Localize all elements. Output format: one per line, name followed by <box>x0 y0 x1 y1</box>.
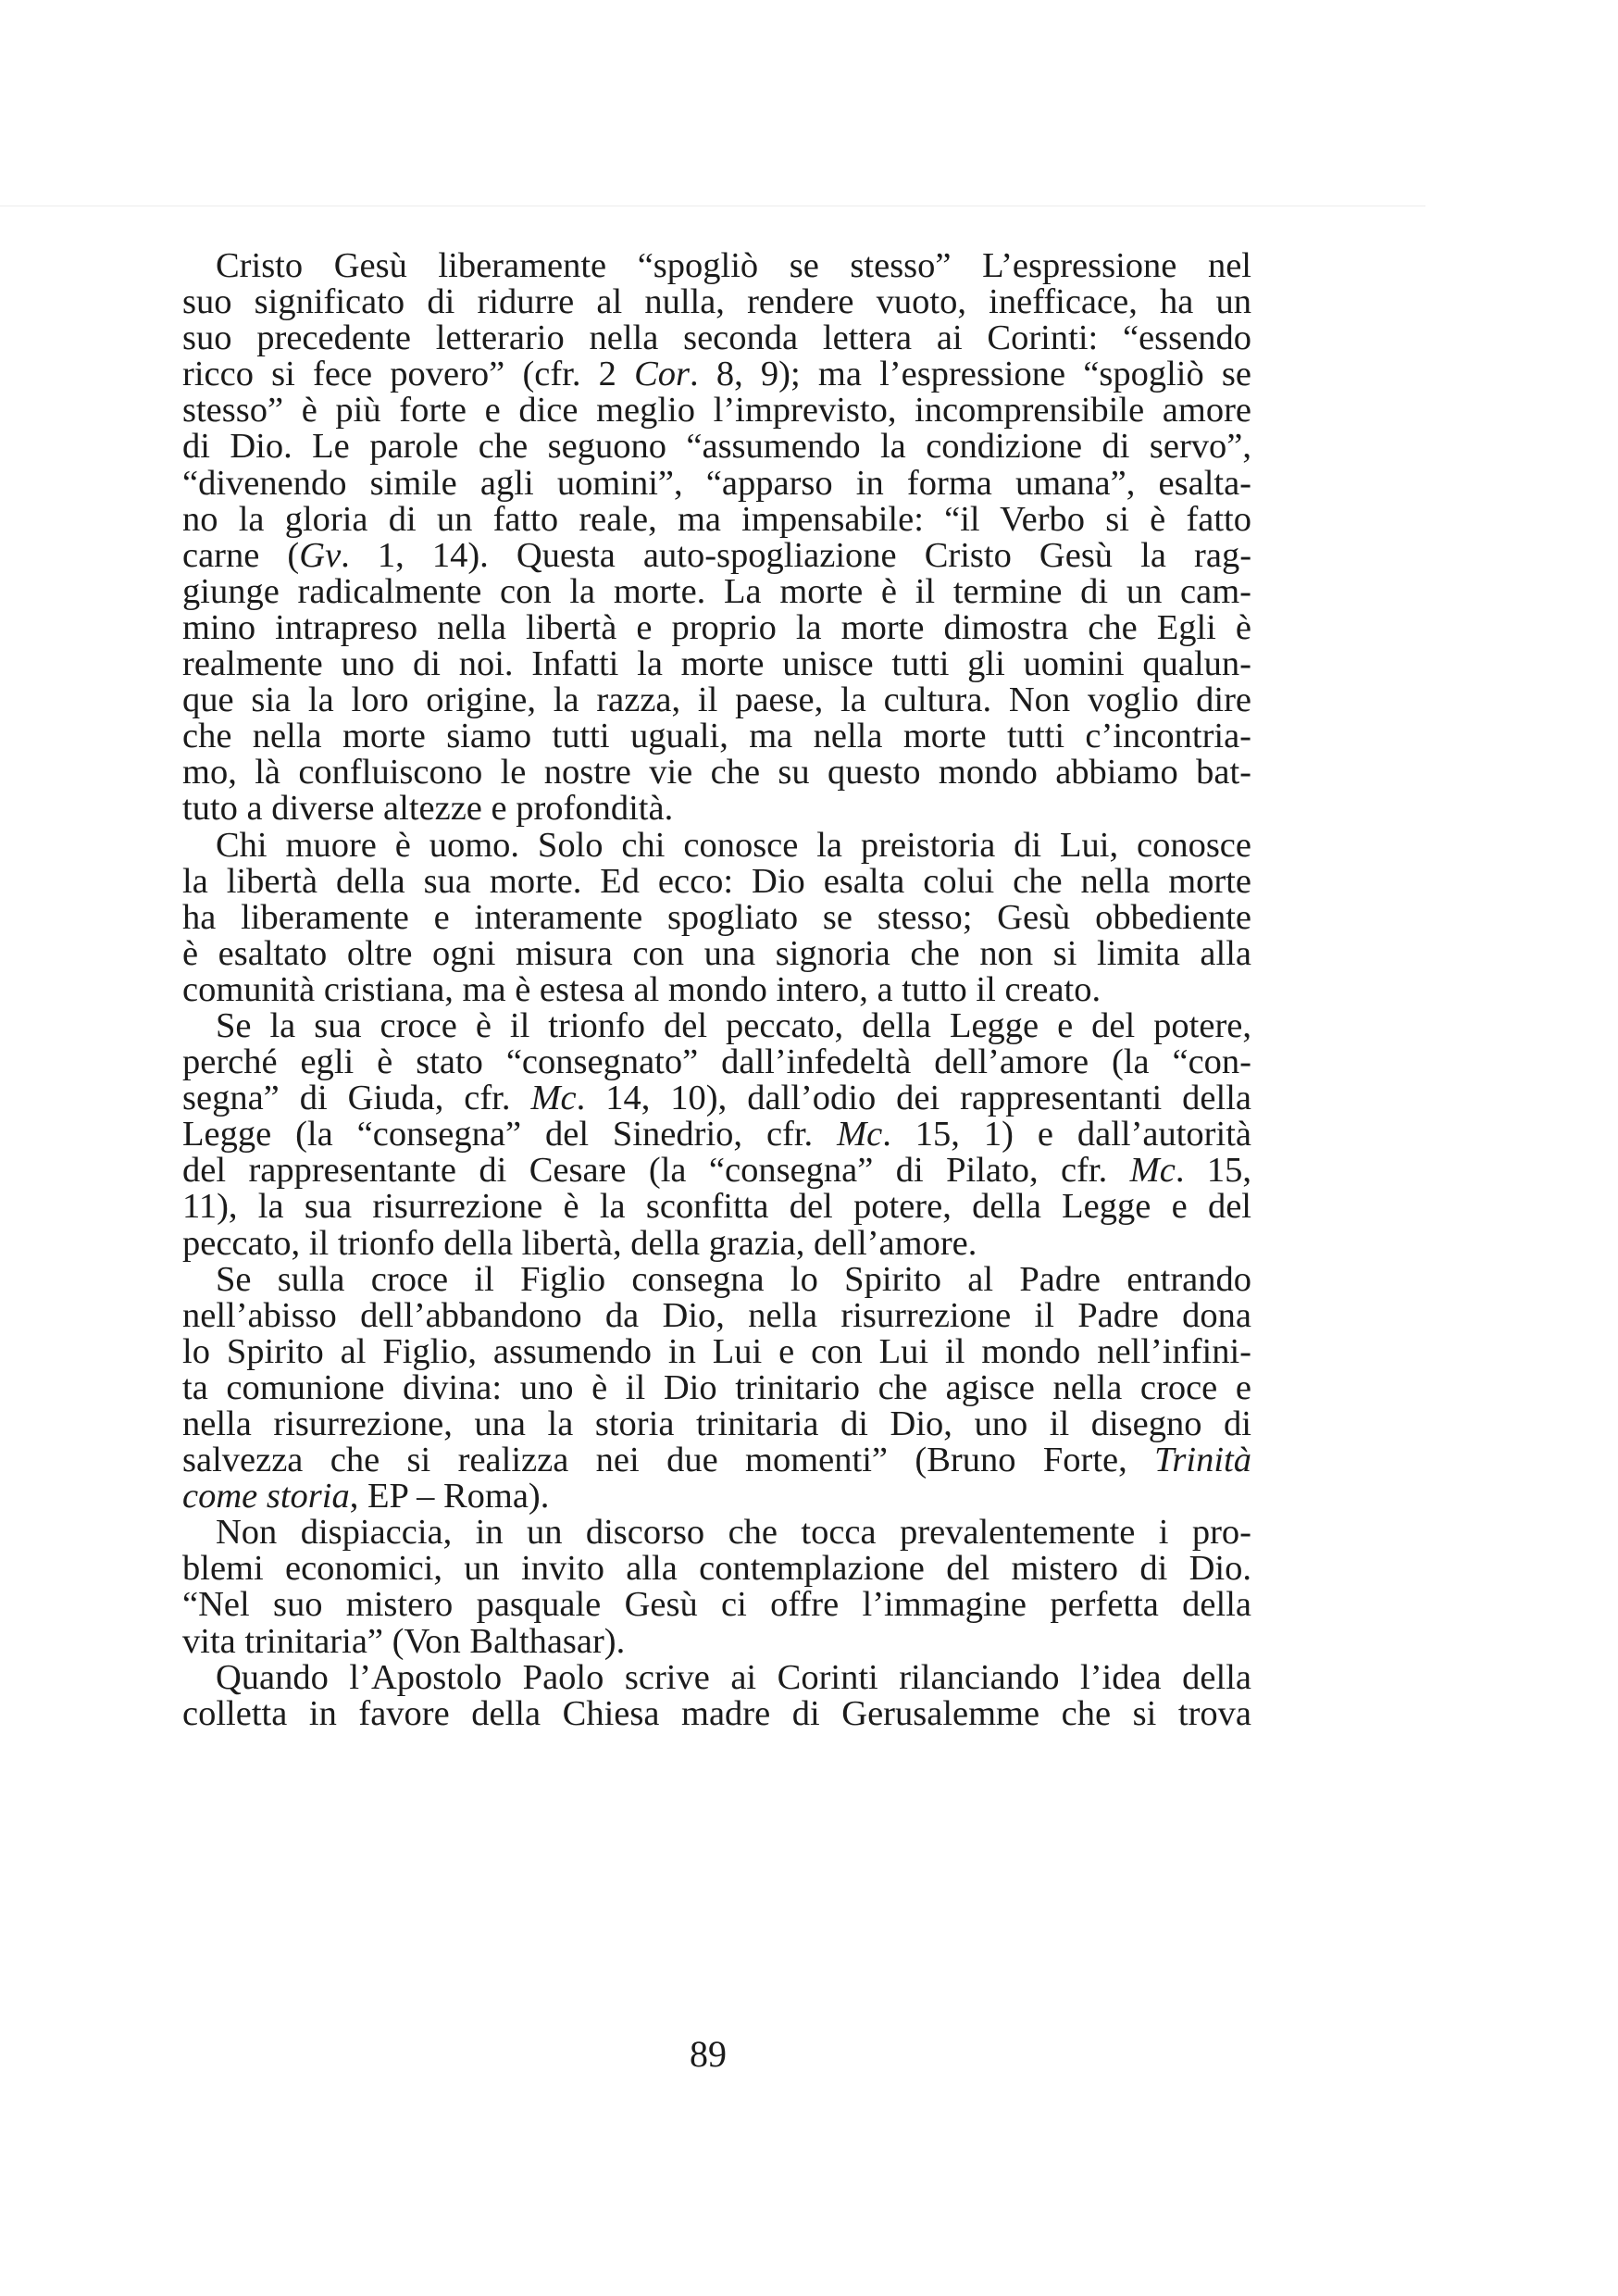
text-segment: carne ( <box>182 537 300 574</box>
text-line: mino intrapreso nella libertà e proprio la morte dimostra che Egli è <box>182 609 1251 647</box>
text-line: que sia la loro origine, la razza, il paese, la cultura. Non voglio dire <box>182 682 1251 719</box>
text-segment: . 15, <box>1175 1153 1251 1190</box>
text-segment: del rappresentante di Cesare (la “consegna” di Pilato, cfr. <box>182 1153 1130 1190</box>
text-segment: . 14, 10), dall’odio dei rappresentanti della <box>576 1080 1251 1117</box>
text-line: nella risurrezione, una la storia trinitaria di Dio, uno il disegno di <box>182 1406 1251 1443</box>
text-line: Se la sua croce è il trionfo del peccato, della Legge e del potere, <box>216 1007 1251 1045</box>
text-line: che nella morte siamo tutti uguali, ma nella morte tutti c’incontria- <box>182 718 1251 755</box>
text-line <box>182 1117 1251 1153</box>
page-number: 89 <box>690 2033 727 2075</box>
text-line: di Dio. Le parole che seguono “assumendo la condizione di servo”, <box>182 429 1251 466</box>
italic-reference: come storia <box>182 1479 350 1516</box>
text-line: ha liberamente e interamente spogliato se stesso; Gesù obbediente <box>182 899 1251 936</box>
text-line <box>182 1153 1251 1189</box>
text-line: Quando l’Apostolo Paolo scrive ai Corinti rilanciando l’idea della <box>216 1659 1251 1696</box>
text-line: nell’abisso dell’abbandono da Dio, nella risurrezione il Padre dona <box>182 1297 1251 1334</box>
text-line: suo precedente letterario nella seconda lettera ai Corinti: “essendo <box>182 320 1251 357</box>
paragraph <box>182 1515 1251 1659</box>
text-line <box>182 538 1251 574</box>
text-segment: Legge (la “consegna” del Sinedrio, cfr. <box>182 1117 838 1154</box>
text-line: “divenendo simile agli uomini”, “apparso in forma umana”, esalta- <box>182 465 1251 502</box>
italic-reference: Cor <box>634 356 691 393</box>
italic-reference: Trinità <box>1154 1442 1251 1479</box>
text-line: Chi muore è uomo. Solo chi conosce la preistoria di Lui, conosce <box>216 827 1251 864</box>
text-segment: . 15, 1) e dall’autorità <box>882 1117 1251 1154</box>
paragraph <box>182 1008 1251 1262</box>
text-segment: . 1, 14). Questa auto-spogliazione Cristo Gesù la rag- <box>341 537 1251 574</box>
italic-reference: Mc <box>1129 1153 1176 1190</box>
paragraph <box>182 828 1251 1008</box>
text-line: la libertà della sua morte. Ed ecco: Dio esalta colui che nella morte <box>182 863 1251 900</box>
paragraph <box>182 1262 1251 1516</box>
text-segment: ricco si fece povero” (cfr. 2 <box>182 356 635 393</box>
text-line: Cristo Gesù liberamente “spogliò se stesso” L’espressione nel <box>216 248 1251 285</box>
text-line: lo Spirito al Figlio, assumendo in Lui e con Lui il mondo nell’infini- <box>182 1333 1251 1370</box>
text-line: tuto a diverse altezze e profondità. <box>182 791 674 828</box>
text-line: 11), la sua risurrezione è la sconfitta del potere, della Legge e del <box>182 1189 1251 1226</box>
text-line: ta comunione divina: uno è il Dio trinitario che agisce nella croce e <box>182 1369 1251 1406</box>
italic-reference: Mc <box>530 1080 577 1117</box>
text-line: perché egli è stato “consegnato” dall’infedeltà dell’amore (la “con- <box>182 1044 1251 1081</box>
text-line: comunità cristiana, ma è estesa al mondo intero, a tutto il creato. <box>182 971 1101 1008</box>
text-segment: salvezza che si realizza nei due momenti” (Bruno Forte, <box>182 1442 1155 1479</box>
paragraph <box>182 248 1251 828</box>
text-segment: . 8, 9); ma l’espressione “spogliò se <box>690 356 1251 393</box>
paragraph <box>182 1660 1251 1732</box>
text-line: no la gloria di un fatto reale, ma impensabile: “il Verbo si è fatto <box>182 501 1251 538</box>
text-line: blemi economici, un invito alla contemplazione del mistero di Dio. <box>182 1551 1251 1588</box>
text-line: mo, là confluiscono le nostre vie che su questo mondo abbiamo bat- <box>182 755 1251 792</box>
text-line: peccato, il trionfo della libertà, della grazia, dell’amore. <box>182 1225 977 1262</box>
page-body-text <box>182 248 1251 1732</box>
text-segment: , EP – Roma). <box>349 1479 550 1516</box>
italic-reference: Gv <box>299 537 342 574</box>
text-line: “Nel suo mistero pasquale Gesù ci offre l’immagine perfetta della <box>182 1587 1251 1624</box>
text-line: vita trinitaria” (Von Balthasar). <box>182 1623 626 1660</box>
text-segment: segna” di Giuda, cfr. <box>182 1080 531 1117</box>
text-line: suo significato di ridurre al nulla, rendere vuoto, inefficace, ha un <box>182 284 1251 321</box>
text-line <box>182 356 1251 393</box>
text-line: giunge radicalmente con la morte. La morte è il termine di un cam- <box>182 573 1251 610</box>
text-line <box>182 1442 1251 1479</box>
text-line: stesso” è più forte e dice meglio l’imprevisto, incomprensibile amore <box>182 393 1251 430</box>
text-line: colletta in favore della Chiesa madre di Gerusalemme che si trova <box>182 1695 1251 1732</box>
text-line: realmente uno di noi. Infatti la morte unisce tutti gli uomini qualun- <box>182 646 1251 683</box>
text-line <box>182 1479 1251 1515</box>
text-line: Non dispiaccia, in un discorso che tocca prevalentemente i pro- <box>216 1515 1251 1552</box>
text-line: è esaltato oltre ogni misura con una signoria che non si limita alla <box>182 935 1251 972</box>
text-line: Se sulla croce il Figlio consegna lo Spirito al Padre entrando <box>216 1261 1251 1298</box>
text-line <box>182 1080 1251 1117</box>
italic-reference: Mc <box>837 1117 883 1154</box>
